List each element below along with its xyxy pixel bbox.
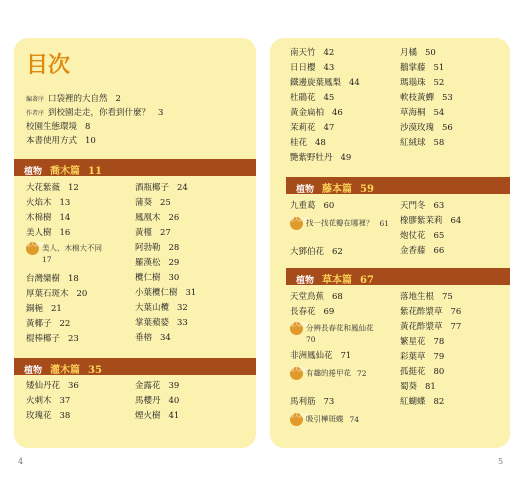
section-bar-trees: 植物 喬木篇 11: [14, 159, 256, 176]
entry-page: 32: [177, 303, 188, 313]
entry-name: 阿勃勒: [135, 243, 161, 253]
entry-page: 36: [68, 381, 79, 391]
entry-page: 31: [185, 288, 197, 298]
toc-entry: [400, 123, 453, 133]
toc-entry: [26, 396, 70, 406]
entry-name: 杜鵑花: [290, 93, 316, 103]
entry-name: 月橘: [400, 48, 418, 58]
entry-page: 79: [433, 352, 445, 362]
entry-page: 37: [59, 396, 71, 406]
entry-name: 木棉樹: [26, 213, 52, 223]
toc-entry: [290, 78, 360, 88]
entry-name: 茉莉花: [290, 123, 316, 133]
entry-name: 炮仗花: [400, 231, 426, 241]
toc-entry: [400, 382, 436, 392]
entry-page: 66: [433, 246, 445, 256]
entry-page: 42: [323, 48, 335, 58]
page-title: 目次: [26, 53, 71, 78]
toc-entry: [135, 183, 188, 193]
note-page: 74: [349, 414, 360, 424]
intro-page: 10: [85, 136, 96, 146]
intro-item: [26, 136, 96, 146]
toc-entry: [290, 247, 343, 257]
entry-page: 63: [433, 201, 445, 211]
toc-entry: [135, 318, 188, 328]
toc-entry: [400, 108, 444, 118]
entry-page: 13: [59, 198, 71, 208]
entry-name: 羅漢松: [135, 258, 161, 268]
entry-name: 棍棒椰子: [26, 334, 61, 344]
intro-text: 校園生態環境: [26, 122, 78, 132]
entry-name: 橡膠紫茉莉: [400, 216, 443, 226]
toc-entry: [290, 108, 343, 118]
toc-entry: [26, 304, 62, 314]
entry-page: 18: [68, 274, 79, 284]
entry-page: 47: [323, 123, 335, 133]
entry-name: 日日櫻: [290, 63, 316, 73]
entry-name: 金香藤: [400, 246, 426, 256]
entry-name: 南天竹: [290, 48, 316, 58]
toc-entry: [26, 213, 70, 223]
entry-name: 美人樹: [26, 228, 52, 238]
toc-entry: [135, 198, 171, 208]
entry-page: 43: [323, 63, 335, 73]
entry-name: 煙火樹: [135, 411, 161, 421]
entry-name: 彩葉草: [400, 352, 426, 362]
toc-entry: [290, 153, 351, 163]
section-bar-herbs: 植物 草本篇 67: [286, 268, 510, 285]
entry-name: 紅絨球: [400, 138, 426, 148]
entry-page: 23: [68, 334, 79, 344]
entry-page: 77: [450, 322, 462, 332]
toc-entry: [290, 397, 334, 407]
expert-badge-icon: 達人說說: [290, 322, 303, 335]
expert-note: [290, 322, 374, 344]
entry-name: 紫花酢漿草: [400, 307, 443, 317]
entry-page: 80: [433, 367, 445, 377]
toc-entry: [26, 411, 70, 421]
right-page-number: 5: [498, 457, 504, 466]
entry-name: 天門冬: [400, 201, 426, 211]
intro-text: 到校園走走，你看到什麼？: [48, 108, 151, 118]
toc-entry: [400, 48, 436, 58]
toc-entry: [26, 198, 70, 208]
entry-name: 艷紫野牡丹: [290, 153, 333, 163]
entry-name: 黃槿: [135, 228, 153, 238]
entry-page: 65: [433, 231, 445, 241]
entry-name: 天堂鳥蕉: [290, 292, 325, 302]
toc-entry: [135, 288, 196, 298]
toc-entry: [400, 292, 453, 302]
toc-entry: [135, 213, 179, 223]
note-text: 找一找花瓣在哪裡？: [306, 218, 374, 228]
entry-page: 30: [168, 273, 180, 283]
note-page: 17: [42, 255, 52, 264]
entry-name: 瑪瑙珠: [400, 78, 426, 88]
entry-page: 44: [349, 78, 360, 88]
entry-page: 41: [168, 411, 180, 421]
toc-entry: [135, 411, 179, 421]
entry-page: 76: [450, 307, 462, 317]
toc-entry: [26, 319, 70, 329]
toc-entry: [400, 78, 444, 88]
entry-name: 紅蝴蝶: [400, 397, 426, 407]
toc-entry: [400, 322, 461, 332]
toc-entry: [290, 93, 334, 103]
entry-page: 54: [433, 108, 445, 118]
entry-page: 20: [76, 289, 88, 299]
entry-page: 39: [168, 381, 180, 391]
left-page-number: 4: [18, 457, 24, 466]
entry-name: 鵝掌藤: [400, 63, 426, 73]
entry-page: 12: [68, 183, 79, 193]
entry-page: 78: [433, 337, 445, 347]
entry-name: 蒲葵: [135, 198, 153, 208]
entry-name: 落地生根: [400, 292, 435, 302]
entry-name: 孤挺花: [400, 367, 426, 377]
entry-page: 46: [332, 108, 343, 118]
toc-entry: [26, 289, 87, 299]
entry-name: 沙漠玫瑰: [400, 123, 435, 133]
toc-entry: [135, 243, 179, 253]
entry-page: 64: [450, 216, 462, 226]
expert-note: [290, 367, 367, 380]
toc-entry: [290, 292, 343, 302]
expert-badge-icon: 達人說說: [290, 367, 303, 380]
entry-page: 82: [433, 397, 445, 407]
entry-page: 60: [323, 201, 335, 211]
entry-name: 馬利筋: [290, 397, 316, 407]
entry-name: 非洲鳳仙花: [290, 351, 333, 361]
entry-page: 28: [168, 243, 180, 253]
toc-entry: [400, 307, 461, 317]
expert-badge-icon: 達人說說: [290, 413, 303, 426]
intro-tag: 編著序: [26, 96, 45, 103]
intro-page: 3: [158, 108, 164, 118]
entry-name: 鐵邊旋葉鳳梨: [290, 78, 342, 88]
entry-name: 大葉山欖: [135, 303, 170, 313]
toc-entry: [290, 138, 326, 148]
toc-entry: [400, 138, 444, 148]
intro-item: [26, 108, 163, 119]
entry-name: 台灣欒樹: [26, 274, 61, 284]
expert-note: [290, 413, 359, 426]
entry-page: 58: [433, 138, 445, 148]
expert-badge-icon: 達人說說: [26, 242, 39, 255]
toc-entry: [400, 246, 444, 256]
entry-page: 52: [433, 78, 445, 88]
intro-item: [26, 122, 90, 132]
entry-page: 38: [59, 411, 71, 421]
note-page: 61: [379, 218, 390, 228]
entry-name: 長春花: [290, 307, 316, 317]
toc-entry: [400, 397, 444, 407]
entry-page: 71: [340, 351, 352, 361]
entry-page: 14: [59, 213, 71, 223]
entry-page: 24: [177, 183, 188, 193]
entry-page: 73: [323, 397, 335, 407]
entry-name: 桂花: [290, 138, 308, 148]
entry-page: 49: [340, 153, 352, 163]
toc-entry: [400, 367, 444, 377]
entry-page: 40: [168, 396, 180, 406]
entry-page: 45: [323, 93, 335, 103]
note-page: 70: [306, 335, 316, 344]
note-page: 72: [357, 368, 367, 378]
entry-page: 62: [332, 247, 343, 257]
entry-page: 25: [160, 198, 171, 208]
section-bar-shrubs: 植物 灌木篇 35: [14, 358, 256, 375]
toc-entry: [290, 63, 334, 73]
toc-entry: [26, 228, 70, 238]
entry-name: 蜀葵: [400, 382, 418, 392]
expert-note: [26, 242, 102, 264]
entry-page: 16: [59, 228, 71, 238]
entry-name: 繁星花: [400, 337, 426, 347]
entry-name: 小葉欖仁樹: [135, 288, 178, 298]
note-text: 有趣的捲甲花: [306, 368, 351, 378]
entry-page: 21: [51, 304, 62, 314]
entry-name: 金露花: [135, 381, 161, 391]
toc-entry: [135, 396, 179, 406]
entry-page: 29: [168, 258, 180, 268]
entry-page: 50: [425, 48, 436, 58]
entry-page: 51: [433, 63, 445, 73]
entry-name: 厚葉石斑木: [26, 289, 69, 299]
toc-entry: [400, 337, 444, 347]
toc-entry: [290, 123, 334, 133]
toc-entry: [400, 231, 444, 241]
entry-name: 酒瓶椰子: [135, 183, 170, 193]
entry-page: 69: [323, 307, 335, 317]
entry-page: 75: [442, 292, 453, 302]
toc-entry: [135, 228, 171, 238]
toc-entry: [135, 303, 188, 313]
toc-entry: [135, 381, 179, 391]
entry-page: 33: [177, 318, 188, 328]
intro-text: 口袋裡的大自然: [48, 94, 108, 104]
expert-note: [290, 217, 389, 230]
entry-name: 大花紫薇: [26, 183, 61, 193]
toc-entry: [400, 216, 461, 226]
note-text: 吸引樺斑蝶: [306, 414, 344, 424]
entry-page: 68: [332, 292, 343, 302]
toc-entry: [290, 201, 334, 211]
intro-page: 8: [85, 122, 91, 132]
entry-name: 鳳凰木: [135, 213, 161, 223]
intro-text: 本書使用方式: [26, 136, 78, 146]
entry-page: 56: [442, 123, 453, 133]
entry-page: 53: [442, 93, 453, 103]
entry-name: 玫瑰花: [26, 411, 52, 421]
entry-page: 34: [160, 333, 171, 343]
toc-entry: [26, 334, 79, 344]
intro-tag: 作者序: [26, 110, 45, 117]
intro-page: 2: [115, 94, 121, 104]
entry-page: 48: [315, 138, 326, 148]
entry-name: 欖仁樹: [135, 273, 161, 283]
entry-name: 草海桐: [400, 108, 426, 118]
toc-entry: [26, 274, 79, 284]
toc-entry: [290, 307, 334, 317]
entry-name: 黃花酢漿草: [400, 322, 443, 332]
entry-name: 大鄧伯花: [290, 247, 325, 257]
toc-entry: [290, 48, 334, 58]
entry-name: 黃椰子: [26, 319, 52, 329]
entry-name: 軟枝黃蟬: [400, 93, 435, 103]
entry-name: 垂榕: [135, 333, 153, 343]
entry-name: 掌葉蘋婆: [135, 318, 170, 328]
entry-page: 22: [59, 319, 71, 329]
section-bar-vines: 植物 藤本篇 59: [286, 177, 510, 194]
toc-entry: [135, 258, 179, 268]
toc-entry: [400, 63, 444, 73]
toc-entry: [400, 93, 453, 103]
expert-badge-icon: 達人說說: [290, 217, 303, 230]
entry-name: 火焰木: [26, 198, 52, 208]
entry-page: 27: [160, 228, 171, 238]
entry-name: 馬櫻丹: [135, 396, 161, 406]
entry-page: 81: [425, 382, 436, 392]
toc-entry: [26, 381, 79, 391]
note-text: 分辨長春花和鳳仙花: [306, 323, 374, 333]
entry-name: 火刺木: [26, 396, 52, 406]
entry-name: 黃金扁柏: [290, 108, 325, 118]
entry-name: 銅梔: [26, 304, 44, 314]
intro-item: [26, 94, 121, 105]
note-text: 美人、木棉大不同: [42, 243, 102, 253]
toc-entry: [290, 351, 351, 361]
entry-page: 26: [168, 213, 180, 223]
toc-entry: [400, 201, 444, 211]
toc-entry: [26, 183, 79, 193]
toc-entry: [135, 273, 179, 283]
entry-name: 九重葛: [290, 201, 316, 211]
toc-entry: [400, 352, 444, 362]
toc-entry: [135, 333, 171, 343]
entry-name: 矮仙丹花: [26, 381, 61, 391]
